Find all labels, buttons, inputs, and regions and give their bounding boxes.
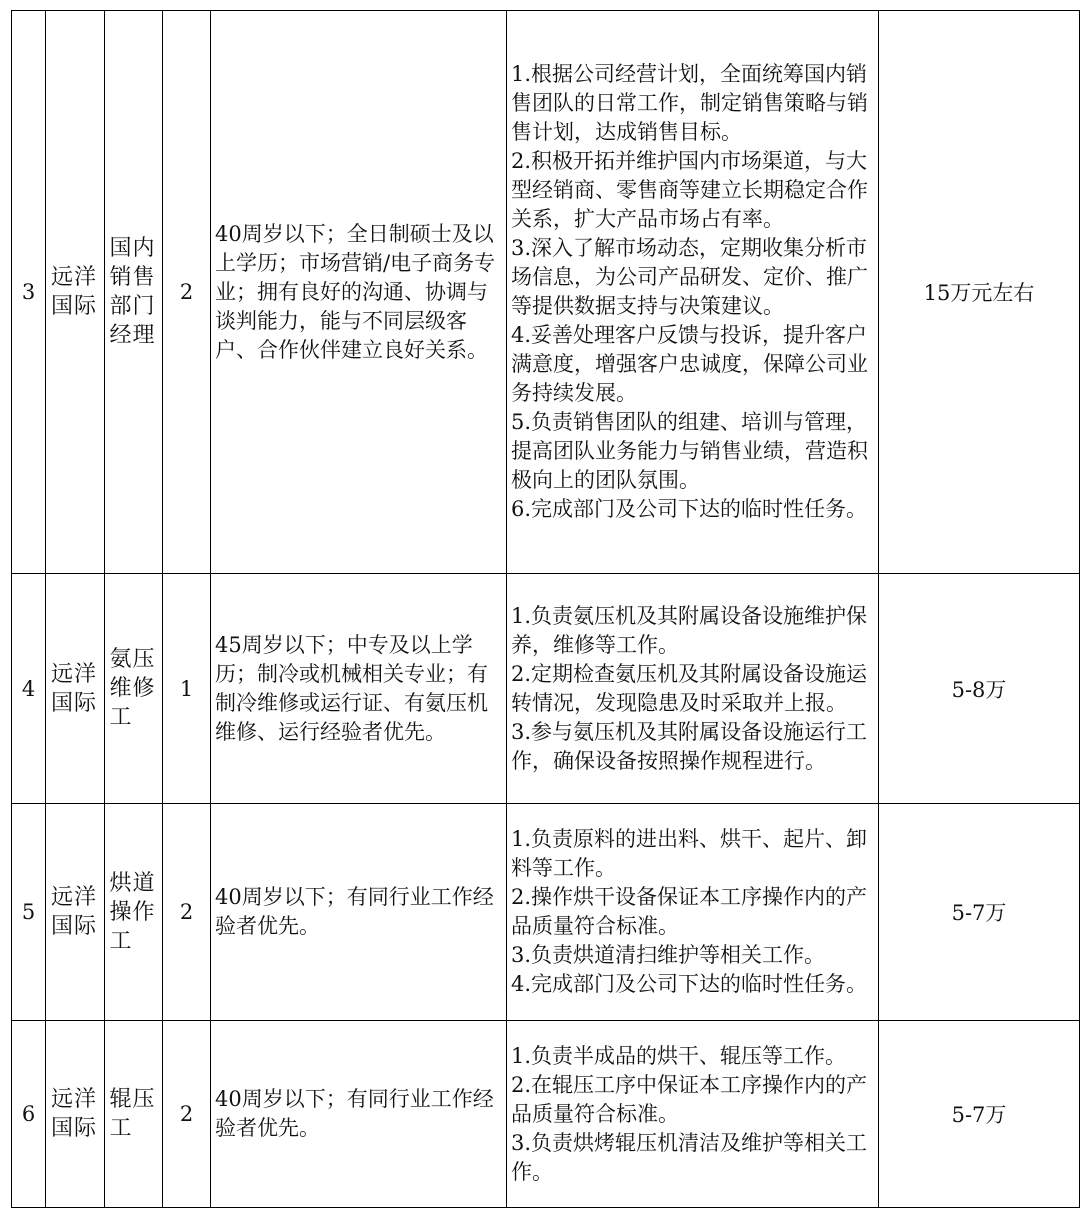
salary: 5-8万	[879, 574, 1080, 804]
table-row	[12, 804, 1080, 1021]
duty-item: 2.操作烘干设备保证本工序操作内的产品质量符合标准。	[511, 885, 868, 938]
company-cell	[46, 574, 105, 804]
duty-item: 1.负责氨压机及其附属设备设施维护保养，维修等工作。	[511, 603, 868, 657]
position-cell	[105, 574, 163, 804]
row-number: 5	[12, 804, 46, 1021]
company-cell	[46, 1021, 105, 1208]
company-name: 远洋国际	[51, 1087, 98, 1141]
headcount: 2	[163, 11, 211, 574]
headcount: 1	[163, 574, 211, 804]
company-name: 远洋国际	[51, 661, 98, 716]
row-number: 4	[12, 574, 46, 804]
position-cell	[105, 1021, 163, 1208]
table-row	[12, 574, 1080, 804]
salary: 5-7万	[879, 1021, 1080, 1208]
duty-item: 3.负责烘道清扫维护等相关工作。	[511, 943, 826, 967]
duty-item: 3.负责烘烤辊压机清洁及维护等相关工作。	[511, 1130, 868, 1184]
table-row	[12, 11, 1080, 574]
duty-item: 1.负责原料的进出料、烘干、起片、卸料等工作。	[511, 827, 868, 880]
duty-item: 1.根据公司经营计划，全面统筹国内销售团队的日常工作，制定销售策略与销售计划，达成销售目标。	[511, 62, 868, 144]
duty-item: 2.积极开拓并维护国内市场渠道，与大型经销商、零售商等建立长期稳定合作关系，扩大产品市场占有率。	[511, 149, 868, 231]
company-name: 远洋国际	[51, 885, 98, 939]
requirements: 40周岁以下；有同行业工作经验者优先。	[211, 804, 507, 1021]
salary: 5-7万	[879, 804, 1080, 1021]
duties-cell	[507, 11, 879, 574]
duty-item: 3.参与氨压机及其附属设备设施运行工作，确保设备按照操作规程进行。	[511, 719, 868, 773]
company-cell	[46, 804, 105, 1021]
duty-item: 3.深入了解市场动态，定期收集分析市场信息，为公司产品研发、定价、推广等提供数据支持与决策建议。	[511, 236, 868, 318]
duty-item: 1.负责半成品的烘干、辊压等工作。	[511, 1043, 847, 1068]
job-table	[11, 10, 1080, 1208]
duty-item: 5.负责销售团队的组建、培训与管理，提高团队业务能力与销售业绩，营造积极向上的团队氛围。	[511, 410, 868, 492]
duties-cell	[507, 574, 879, 804]
table-row	[12, 1021, 1080, 1208]
requirements: 45周岁以下；中专及以上学历；制冷或机械相关专业；有制冷维修或运行证、有氨压机维修、运行经验者优先。	[211, 574, 507, 804]
headcount: 2	[163, 804, 211, 1021]
duty-item: 4.妥善处理客户反馈与投诉，提升客户满意度，增强客户忠诚度，保障公司业务持续发展。	[511, 323, 868, 405]
duties-cell	[507, 804, 879, 1021]
position-cell	[105, 804, 163, 1021]
position-name: 国内销售部门经理	[109, 236, 156, 348]
duty-item: 2.定期检查氨压机及其附属设备设施运转情况，发现隐患及时采取并上报。	[511, 661, 868, 715]
company-cell	[46, 11, 105, 574]
position-name: 氨压维修工	[109, 647, 156, 730]
headcount: 2	[163, 1021, 211, 1208]
company-name: 远洋国际	[51, 265, 98, 319]
salary: 15万元左右	[879, 11, 1080, 574]
row-number: 6	[12, 1021, 46, 1208]
duty-item: 2.在辊压工序中保证本工序操作内的产品质量符合标准。	[511, 1072, 868, 1126]
duty-item: 4.完成部门及公司下达的临时性任务。	[511, 972, 868, 996]
duty-item: 6.完成部门及公司下达的临时性任务。	[511, 497, 868, 521]
requirements: 40周岁以下；全日制硕士及以上学历；市场营销/电子商务专业；拥有良好的沟通、协调与谈判能力，能与不同层级客户、合作伙伴建立良好关系。	[211, 11, 507, 574]
row-number: 3	[12, 11, 46, 574]
requirements: 40周岁以下；有同行业工作经验者优先。	[211, 1021, 507, 1208]
position-name: 辊压工	[109, 1087, 156, 1141]
position-cell	[105, 11, 163, 574]
duties-cell	[507, 1021, 879, 1208]
position-name: 烘道操作工	[109, 870, 156, 954]
